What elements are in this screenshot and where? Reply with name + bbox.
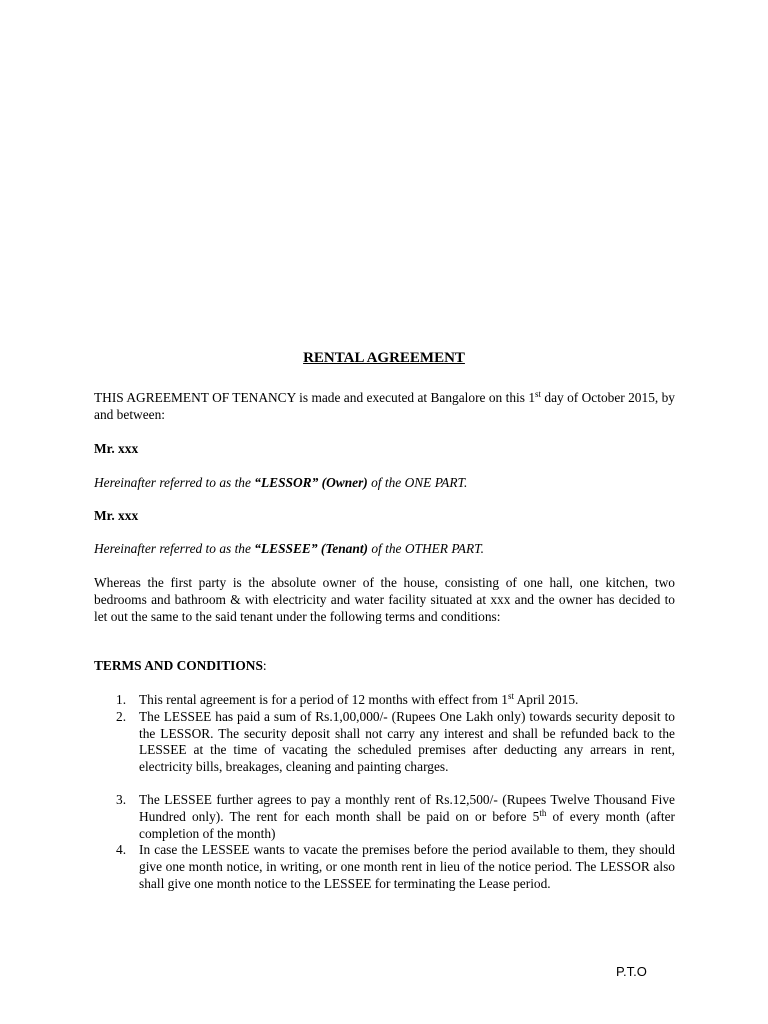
lessor-desc-prefix: Hereinafter referred to as the — [94, 475, 255, 490]
intro-paragraph — [94, 390, 675, 424]
term-text: In case the LESSEE wants to vacate the premises before the period available to them, they should give one month notice, in writing, or one month rent in lieu of the notice period. The LESSOR also shall give one month notice to the LESSEE for terminating the Lease period. — [139, 842, 675, 891]
lessor-desc-suffix: of the ONE PART. — [367, 475, 468, 490]
term-item-2 — [94, 709, 675, 776]
lessee-role: “LESSEE” (Tenant) — [254, 541, 369, 556]
terms-heading — [94, 658, 675, 675]
lessor-description — [94, 475, 675, 492]
term-number: 1. — [116, 692, 127, 707]
term-number: 4. — [116, 842, 127, 858]
intro-text-end: day of October 2015, by and between: — [94, 390, 675, 422]
term-item-1 — [94, 692, 675, 709]
term-text: The LESSEE has paid a sum of Rs.1,00,000/- (Rupees One Lakh only) towards security deposit to the LESSOR. The security deposit shall not carry any interest and shall be refunded back to the LESSEE at the time of vacating the scheduled premises after deducting any arrears in rent, electricity bills, breakages, cleaning and painting charges. — [139, 708, 675, 775]
terms-list — [94, 692, 675, 893]
term-item-3 — [94, 792, 675, 842]
term-number: 2. — [116, 708, 127, 724]
term-text-end: April 2015. — [514, 692, 579, 707]
lessee-description — [94, 541, 675, 558]
term-superscript: st — [508, 691, 515, 701]
term-text-end: of every month (after completion of the month) — [139, 808, 675, 841]
lessor-role: “LESSOR” (Owner) — [254, 475, 368, 490]
intro-superscript: st — [535, 389, 542, 399]
lessee-name: Mr. xxx — [94, 508, 139, 523]
lessor-name: Mr. xxx — [94, 441, 139, 456]
document-title: RENTAL AGREEMENT — [303, 350, 465, 366]
lessee-desc-suffix: of the OTHER PART. — [368, 541, 484, 556]
term-text-start: This rental agreement is for a period of 12 months with effect from 1 — [139, 692, 509, 707]
term-number: 3. — [116, 791, 127, 807]
term-item-4 — [94, 842, 675, 892]
terms-heading-text: TERMS AND CONDITIONS — [94, 658, 263, 673]
term-superscript: th — [539, 807, 547, 818]
term-text-start: The LESSEE further agrees to pay a monthly rent of Rs.12,500/- (Rupees Twelve Thousand Five Hundred only). The rent for each month shall be paid on or before 5 — [139, 791, 675, 824]
terms-heading-colon: : — [262, 658, 267, 673]
lessee-desc-prefix: Hereinafter referred to as the — [94, 541, 255, 556]
page-turn-note: P.T.O — [616, 964, 647, 979]
whereas-paragraph: Whereas the first party is the absolute owner of the house, consisting of one hall, one kitchen, two bedrooms and bathroom & with electricity and water facility situated at xxx and the owner has decided to let out the same to the said tenant under the following terms and conditions: — [94, 575, 675, 624]
intro-text-start: THIS AGREEMENT OF TENANCY is made and executed at Bangalore on this 1 — [94, 390, 536, 405]
